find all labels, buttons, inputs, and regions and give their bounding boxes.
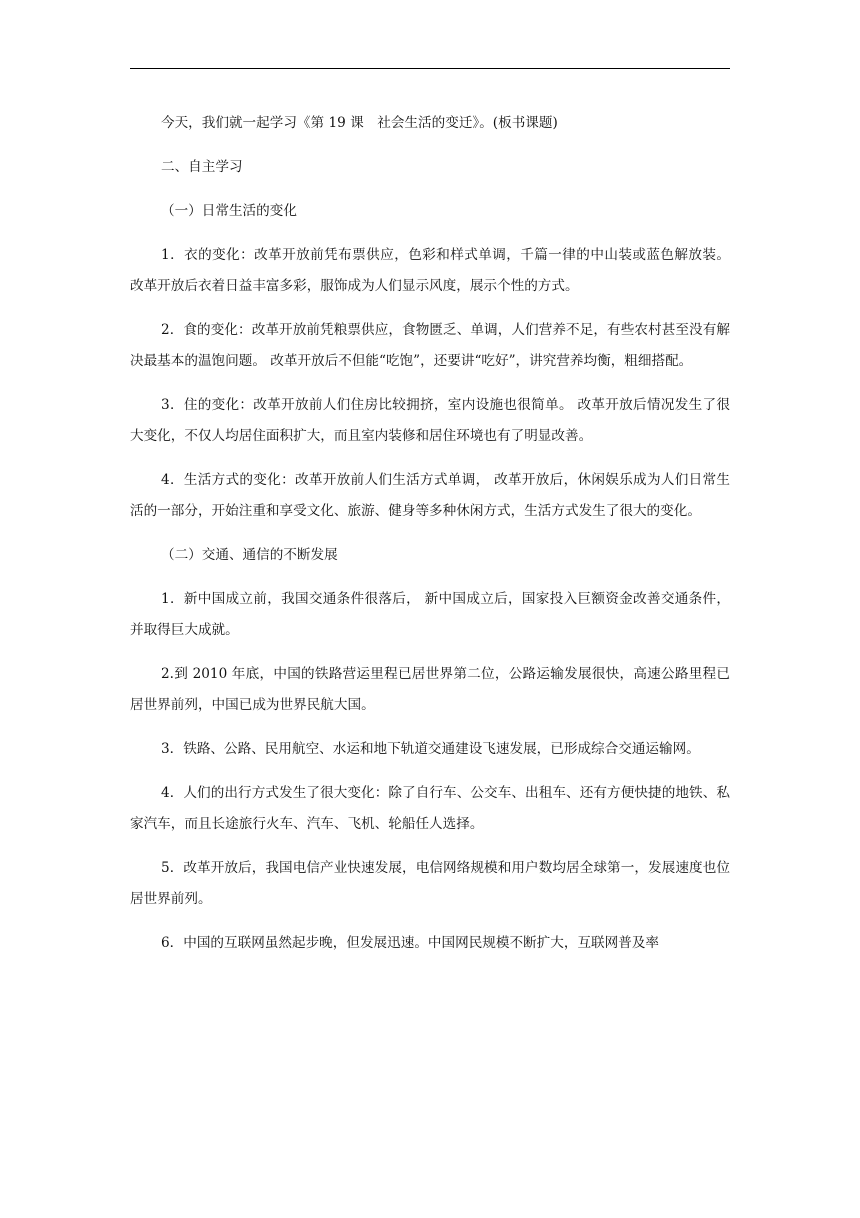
intro-paragraph: 今天，我们就一起学习《第 19 课 社会生活的变迁》。(板书课题) bbox=[161, 115, 558, 131]
subsection-title-daily-life: （一）日常生活的变化 bbox=[161, 203, 297, 219]
header-rule bbox=[130, 68, 730, 69]
subsection-title-transport: （二）交通、通信的不断发展 bbox=[161, 547, 338, 563]
list-item: 3．住的变化：改革开放前人们住房比较拥挤，室内设施也很简单。 改革开放后情况发生了很大变化，不仅人均居住面积扩大，而且室内装修和居住环境也有了明显改善。 bbox=[130, 397, 730, 444]
list-item: 5．改革开放后，我国电信产业快速发展，电信网络规模和用户数均居全球第一，发展速度也位居世界前列。 bbox=[130, 860, 730, 907]
document-body bbox=[130, 108, 730, 959]
list-item: 1．衣的变化：改革开放前凭布票供应，色彩和样式单调，千篇一律的中山装或蓝色解放装。 改革开放后衣着日益丰富多彩，服饰成为人们显示风度，展示个性的方式。 bbox=[130, 247, 730, 294]
list-item: 3．铁路、公路、民用航空、水运和地下轨道交通建设飞速发展，已形成综合交通运输网。 bbox=[161, 741, 700, 757]
list-item: 4．人们的出行方式发生了很大变化：除了自行车、公交车、出租车、还有方便快捷的地铁、私家汽车，而且长途旅行火车、汽车、飞机、轮船任人选择。 bbox=[130, 785, 730, 832]
list-item: 1．新中国成立前，我国交通条件很落后， 新中国成立后，国家投入巨额资金改善交通条件，并取得巨大成就。 bbox=[130, 591, 730, 638]
list-item: 6．中国的互联网虽然起步晚，但发展迅速。中国网民规模不断扩大，互联网普及率 bbox=[161, 935, 660, 951]
list-item: 4．生活方式的变化：改革开放前人们生活方式单调， 改革开放后，休闲娱乐成为人们日常生活的一部分，开始注重和享受文化、旅游、健身等多种休闲方式，生活方式发生了很大的变化。 bbox=[130, 472, 730, 519]
list-item: 2.到 2010 年底，中国的铁路营运里程已居世界第二位，公路运输发展很快，高速公路里程已居世界前列，中国已成为世界民航大国。 bbox=[130, 666, 730, 713]
list-item: 2．食的变化：改革开放前凭粮票供应，食物匮乏、单调，人们营养不足，有些农村甚至没有解决最基本的温饱问题。 改革开放后不但能“吃饱”，还要讲“吃好”，讲究营养均衡，粗细搭配。 bbox=[130, 322, 730, 369]
section-title: 二、自主学习 bbox=[161, 159, 243, 175]
